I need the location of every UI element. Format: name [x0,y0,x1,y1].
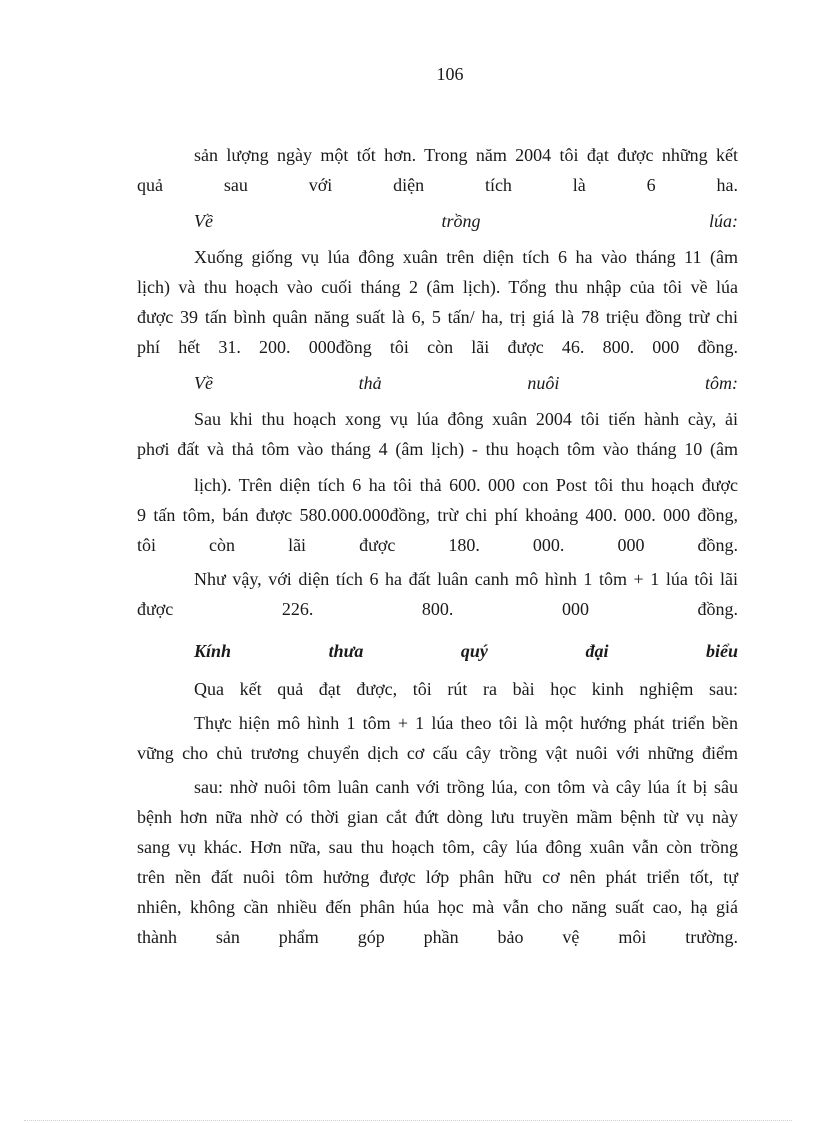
text-line: thành sản phẩm góp phần bảo vệ môi trường. [137,927,738,947]
section-heading-rice: Về trồng lúa: [194,211,738,231]
text-line: Như vậy, với diện tích 6 ha đất luân canh mô hình 1 tôm + 1 lúa tôi lãi [194,569,738,589]
text-line: 9 tấn tôm, bán được 580.000.000đồng, trừ chi phí khoảng 400. 000. 000 đồng, [137,505,738,525]
text-line: quả sau với diện tích là 6 ha. [137,175,738,195]
text-line: được 39 tấn bình quân năng suất là 6, 5 tấn/ ha, trị giá là 78 triệu đồng trừ chi [137,307,738,327]
text-line: được 226. 800. 000 đồng. [137,599,738,619]
section-heading-shrimp: Về thả nuôi tôm: [194,373,738,393]
text-line: phí hết 31. 200. 000đồng tôi còn lãi được 46. 800. 000 đồng. [137,337,738,357]
footer-divider [24,1120,792,1121]
text-line: lịch) và thu hoạch vào cuối tháng 2 (âm lịch). Tổng thu nhập của tôi về lúa [137,277,738,297]
text-line: sản lượng ngày một tốt hơn. Trong năm 2004 tôi đạt được những kết [194,145,738,165]
text-line: bệnh hơn nữa nhờ có thời gian cắt đứt dòng lưu truyền mầm bệnh từ vụ này [137,807,738,827]
text-line: sau: nhờ nuôi tôm luân canh với trồng lúa, con tôm và cây lúa ít bị sâu [194,777,738,797]
text-line: tôi còn lãi được 180. 000. 000 đồng. [137,535,738,555]
text-line: Xuống giống vụ lúa đông xuân trên diện tích 6 ha vào tháng 11 (âm [194,247,738,267]
text-line: phơi đất và thả tôm vào tháng 4 (âm lịch) - thu hoạch tôm vào tháng 10 (âm [137,439,738,459]
text-line: vững cho chủ trương chuyển dịch cơ cấu cây trồng vật nuôi với những điểm [137,743,738,763]
text-line: Qua kết quả đạt được, tôi rút ra bài học kinh nghiệm sau: [194,679,738,699]
address-heading: Kính thưa quý đại biểu [194,641,738,661]
text-line: trên nền đất nuôi tôm hưởng được lớp phân hữu cơ nên phát triển tốt, tự [137,867,738,887]
text-line: Thực hiện mô hình 1 tôm + 1 lúa theo tôi là một hướng phát triển bền [194,713,738,733]
text-line: nhiên, không cần nhiều đến phân húa học mà vẫn cho năng suất cao, hạ giá [137,897,738,917]
text-line: sang vụ khác. Hơn nữa, sau thu hoạch tôm, cây lúa đông xuân vẫn còn trồng [137,837,738,857]
text-line: Sau khi thu hoạch xong vụ lúa đông xuân 2004 tôi tiến hành cày, ải [194,409,738,429]
page-number: 106 [436,64,464,84]
text-line: lịch). Trên diện tích 6 ha tôi thả 600. 000 con Post tôi thu hoạch được [194,475,738,495]
